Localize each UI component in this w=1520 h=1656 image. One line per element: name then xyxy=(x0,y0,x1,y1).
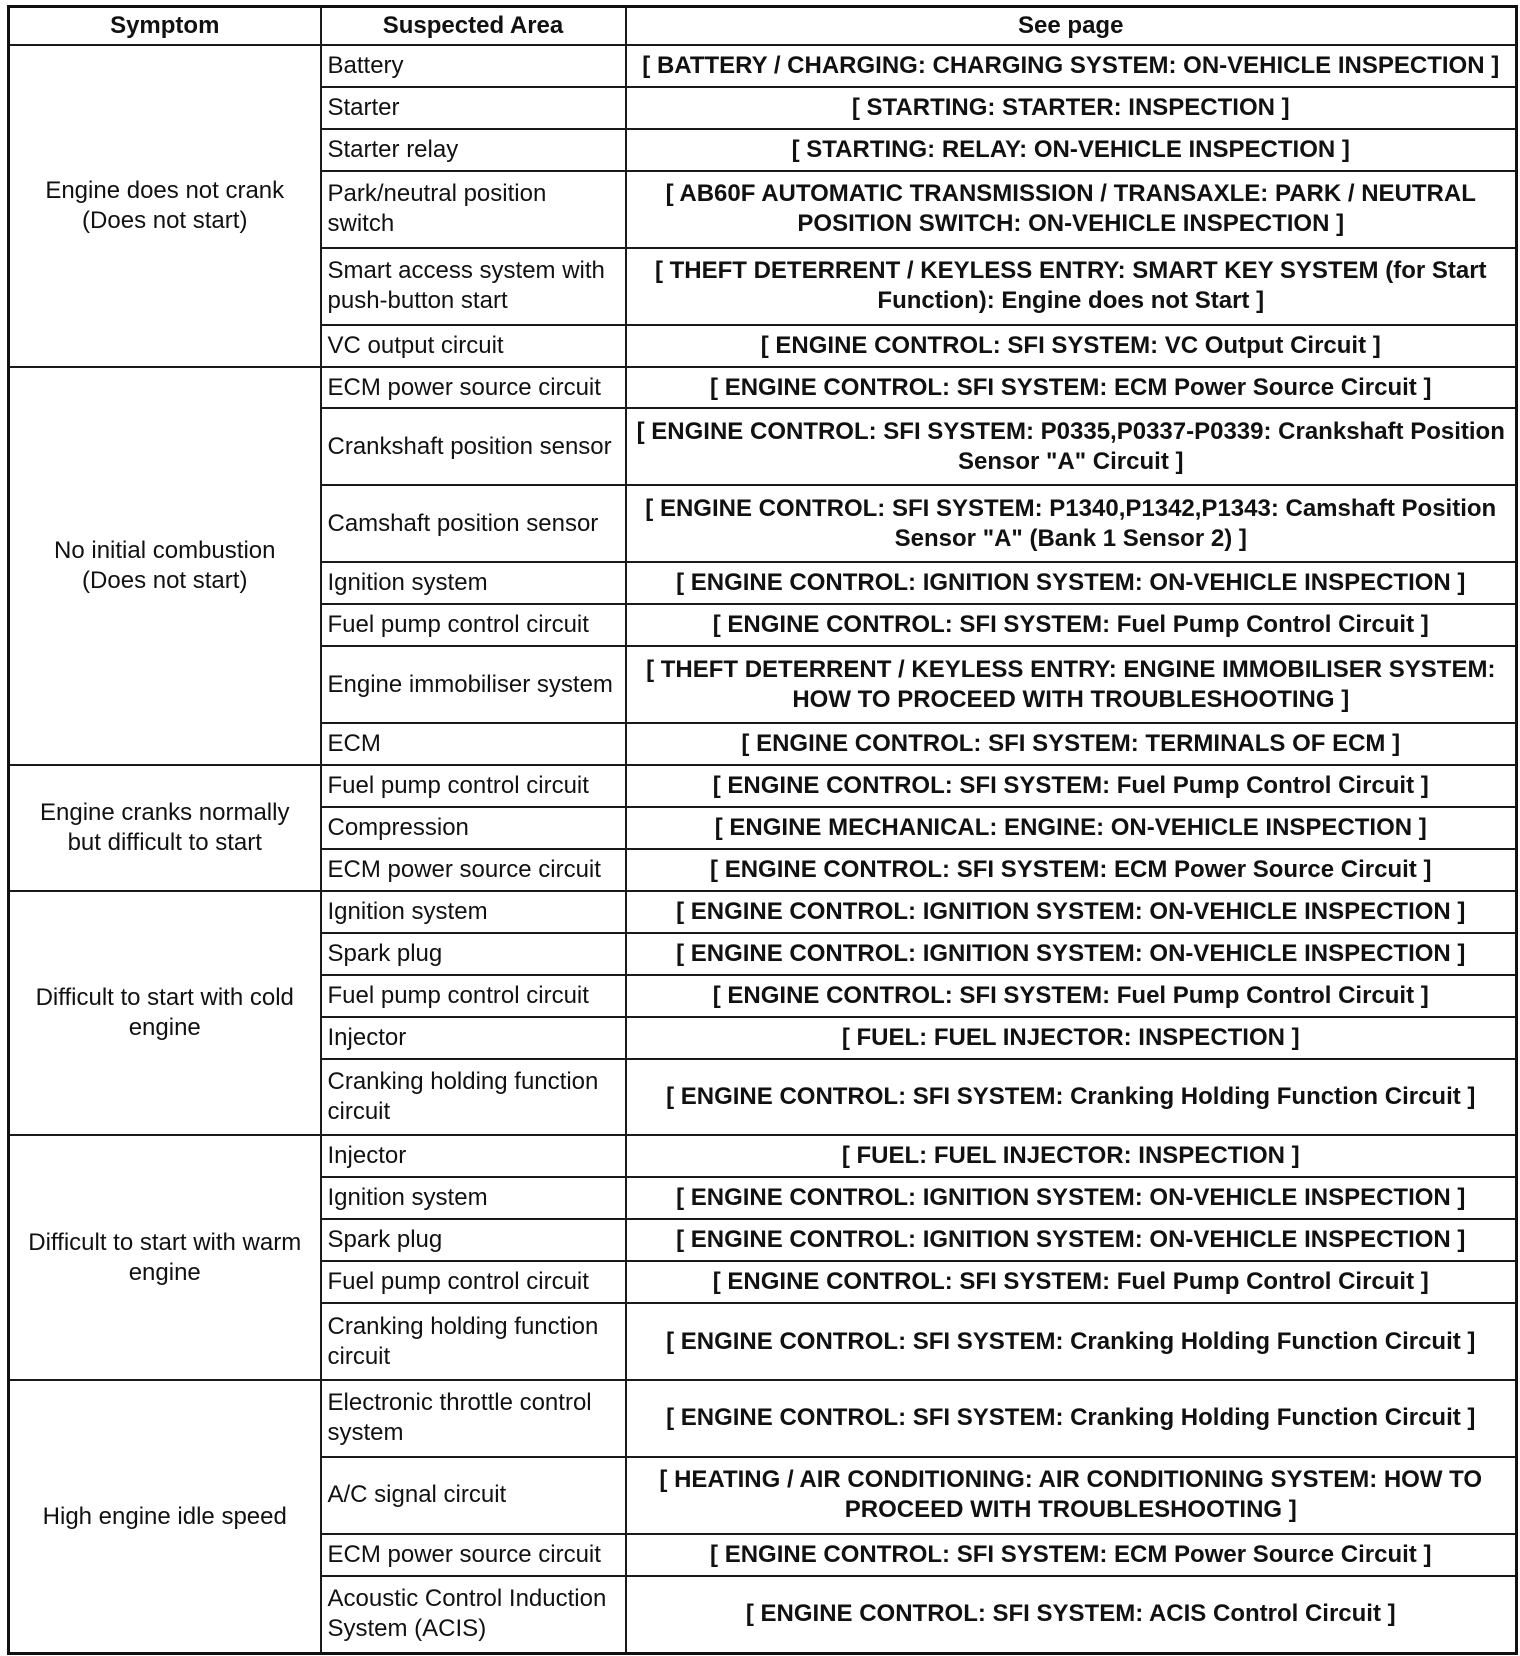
suspected-area-cell: Fuel pump control circuit xyxy=(321,765,626,807)
see-page-cell: [ STARTING: STARTER: INSPECTION ] xyxy=(626,87,1517,129)
suspected-area-cell: A/C signal circuit xyxy=(321,1457,626,1534)
see-page-cell: [ ENGINE CONTROL: SFI SYSTEM: Fuel Pump Control Circuit ] xyxy=(626,1261,1517,1303)
symptom-cell xyxy=(9,1135,321,1380)
table-body xyxy=(9,45,1517,1654)
table-row xyxy=(9,891,1517,933)
symptom-table xyxy=(7,5,1518,1655)
see-page-cell: [ ENGINE CONTROL: IGNITION SYSTEM: ON-VEHICLE INSPECTION ] xyxy=(626,933,1517,975)
see-page-cell: [ FUEL: FUEL INJECTOR: INSPECTION ] xyxy=(626,1135,1517,1177)
suspected-area-cell: Spark plug xyxy=(321,1219,626,1261)
see-page-cell: [ AB60F AUTOMATIC TRANSMISSION / TRANSAXLE: PARK / NEUTRAL POSITION SWITCH: ON-VEHICLE INSPECTION ] xyxy=(626,171,1517,248)
table-row xyxy=(9,367,1517,409)
symptom-text: No initial combustion xyxy=(54,536,276,564)
suspected-area-cell: Smart access system with push-button start xyxy=(321,248,626,325)
header-symptom: Symptom xyxy=(9,7,321,46)
suspected-area-cell: Starter relay xyxy=(321,129,626,171)
see-page-cell: [ ENGINE CONTROL: SFI SYSTEM: Cranking Holding Function Circuit ] xyxy=(626,1303,1517,1380)
see-page-cell: [ ENGINE CONTROL: SFI SYSTEM: Fuel Pump Control Circuit ] xyxy=(626,604,1517,646)
see-page-cell: [ ENGINE CONTROL: SFI SYSTEM: P1340,P1342,P1343: Camshaft Position Sensor "A" (Bank 1 Sensor 2) ] xyxy=(626,485,1517,562)
symptom-cell xyxy=(9,45,321,367)
see-page-cell: [ THEFT DETERRENT / KEYLESS ENTRY: ENGINE IMMOBILISER SYSTEM: HOW TO PROCEED WITH TROUBLESHOOTING ] xyxy=(626,646,1517,723)
see-page-cell: [ ENGINE CONTROL: SFI SYSTEM: ECM Power Source Circuit ] xyxy=(626,849,1517,891)
see-page-cell: [ ENGINE CONTROL: SFI SYSTEM: ECM Power Source Circuit ] xyxy=(626,367,1517,409)
see-page-cell: [ HEATING / AIR CONDITIONING: AIR CONDITIONING SYSTEM: HOW TO PROCEED WITH TROUBLESHOOTING ] xyxy=(626,1457,1517,1534)
suspected-area-cell: Compression xyxy=(321,807,626,849)
table-row xyxy=(9,1380,1517,1457)
table-row xyxy=(9,765,1517,807)
see-page-cell: [ ENGINE CONTROL: SFI SYSTEM: ACIS Control Circuit ] xyxy=(626,1576,1517,1654)
header-see-page: See page xyxy=(626,7,1517,46)
suspected-area-cell: Injector xyxy=(321,1135,626,1177)
suspected-area-cell: Injector xyxy=(321,1017,626,1059)
suspected-area-cell: Spark plug xyxy=(321,933,626,975)
symptom-text: engine xyxy=(128,1014,201,1042)
suspected-area-cell: ECM power source circuit xyxy=(321,849,626,891)
suspected-area-cell: Ignition system xyxy=(321,1177,626,1219)
symptom-cell xyxy=(9,367,321,765)
suspected-area-cell: ECM power source circuit xyxy=(321,367,626,409)
see-page-cell: [ ENGINE CONTROL: SFI SYSTEM: Fuel Pump Control Circuit ] xyxy=(626,975,1517,1017)
symptom-cell xyxy=(9,891,321,1136)
symptom-text: (Does not start) xyxy=(82,206,248,234)
suspected-area-cell: Battery xyxy=(321,45,626,87)
header-suspected-area: Suspected Area xyxy=(321,7,626,46)
suspected-area-cell: ECM power source circuit xyxy=(321,1534,626,1576)
see-page-cell: [ THEFT DETERRENT / KEYLESS ENTRY: SMART KEY SYSTEM (for Start Function): Engine does not Start ] xyxy=(626,248,1517,325)
see-page-cell: [ ENGINE CONTROL: IGNITION SYSTEM: ON-VEHICLE INSPECTION ] xyxy=(626,891,1517,933)
symptom-text: engine xyxy=(128,1258,201,1286)
see-page-cell: [ ENGINE CONTROL: SFI SYSTEM: P0335,P0337-P0339: Crankshaft Position Sensor "A" Circuit ] xyxy=(626,408,1517,485)
suspected-area-cell: Camshaft position sensor xyxy=(321,485,626,562)
suspected-area-cell: Electronic throttle control system xyxy=(321,1380,626,1457)
symptom-text: but difficult to start xyxy=(67,828,262,856)
table-row xyxy=(9,45,1517,87)
see-page-cell: [ ENGINE CONTROL: SFI SYSTEM: Cranking Holding Function Circuit ] xyxy=(626,1380,1517,1457)
suspected-area-cell: Acoustic Control Induction System (ACIS) xyxy=(321,1576,626,1654)
see-page-cell: [ ENGINE CONTROL: SFI SYSTEM: Fuel Pump Control Circuit ] xyxy=(626,765,1517,807)
symptom-text: Engine cranks normally xyxy=(40,798,290,826)
suspected-area-cell: Cranking holding function circuit xyxy=(321,1303,626,1380)
see-page-cell: [ ENGINE CONTROL: SFI SYSTEM: ECM Power Source Circuit ] xyxy=(626,1534,1517,1576)
see-page-cell: [ STARTING: RELAY: ON-VEHICLE INSPECTION ] xyxy=(626,129,1517,171)
see-page-cell: [ ENGINE CONTROL: IGNITION SYSTEM: ON-VEHICLE INSPECTION ] xyxy=(626,562,1517,604)
symptom-text: Difficult to start with cold xyxy=(35,984,294,1012)
see-page-cell: [ FUEL: FUEL INJECTOR: INSPECTION ] xyxy=(626,1017,1517,1059)
symptom-text: Engine does not crank xyxy=(45,176,285,204)
suspected-area-cell: Ignition system xyxy=(321,562,626,604)
table-row xyxy=(9,1135,1517,1177)
suspected-area-cell: ECM xyxy=(321,723,626,765)
suspected-area-cell: Cranking holding function circuit xyxy=(321,1059,626,1136)
see-page-cell: [ ENGINE MECHANICAL: ENGINE: ON-VEHICLE INSPECTION ] xyxy=(626,807,1517,849)
suspected-area-cell: Park/neutral position switch xyxy=(321,171,626,248)
symptom-text: Difficult to start with warm xyxy=(28,1228,302,1256)
header-row xyxy=(9,7,1517,46)
suspected-area-cell: Crankshaft position sensor xyxy=(321,408,626,485)
suspected-area-cell: VC output circuit xyxy=(321,325,626,367)
symptom-cell xyxy=(9,765,321,891)
suspected-area-cell: Fuel pump control circuit xyxy=(321,604,626,646)
symptom-text: High engine idle speed xyxy=(42,1502,287,1530)
see-page-cell: [ ENGINE CONTROL: SFI SYSTEM: Cranking Holding Function Circuit ] xyxy=(626,1059,1517,1136)
see-page-cell: [ BATTERY / CHARGING: CHARGING SYSTEM: ON-VEHICLE INSPECTION ] xyxy=(626,45,1517,87)
suspected-area-cell: Engine immobiliser system xyxy=(321,646,626,723)
see-page-cell: [ ENGINE CONTROL: SFI SYSTEM: VC Output Circuit ] xyxy=(626,325,1517,367)
see-page-cell: [ ENGINE CONTROL: IGNITION SYSTEM: ON-VEHICLE INSPECTION ] xyxy=(626,1177,1517,1219)
suspected-area-cell: Fuel pump control circuit xyxy=(321,1261,626,1303)
suspected-area-cell: Starter xyxy=(321,87,626,129)
symptom-cell xyxy=(9,1380,321,1653)
see-page-cell: [ ENGINE CONTROL: SFI SYSTEM: TERMINALS OF ECM ] xyxy=(626,723,1517,765)
see-page-cell: [ ENGINE CONTROL: IGNITION SYSTEM: ON-VEHICLE INSPECTION ] xyxy=(626,1219,1517,1261)
suspected-area-cell: Fuel pump control circuit xyxy=(321,975,626,1017)
suspected-area-cell: Ignition system xyxy=(321,891,626,933)
symptom-text: (Does not start) xyxy=(82,566,248,594)
